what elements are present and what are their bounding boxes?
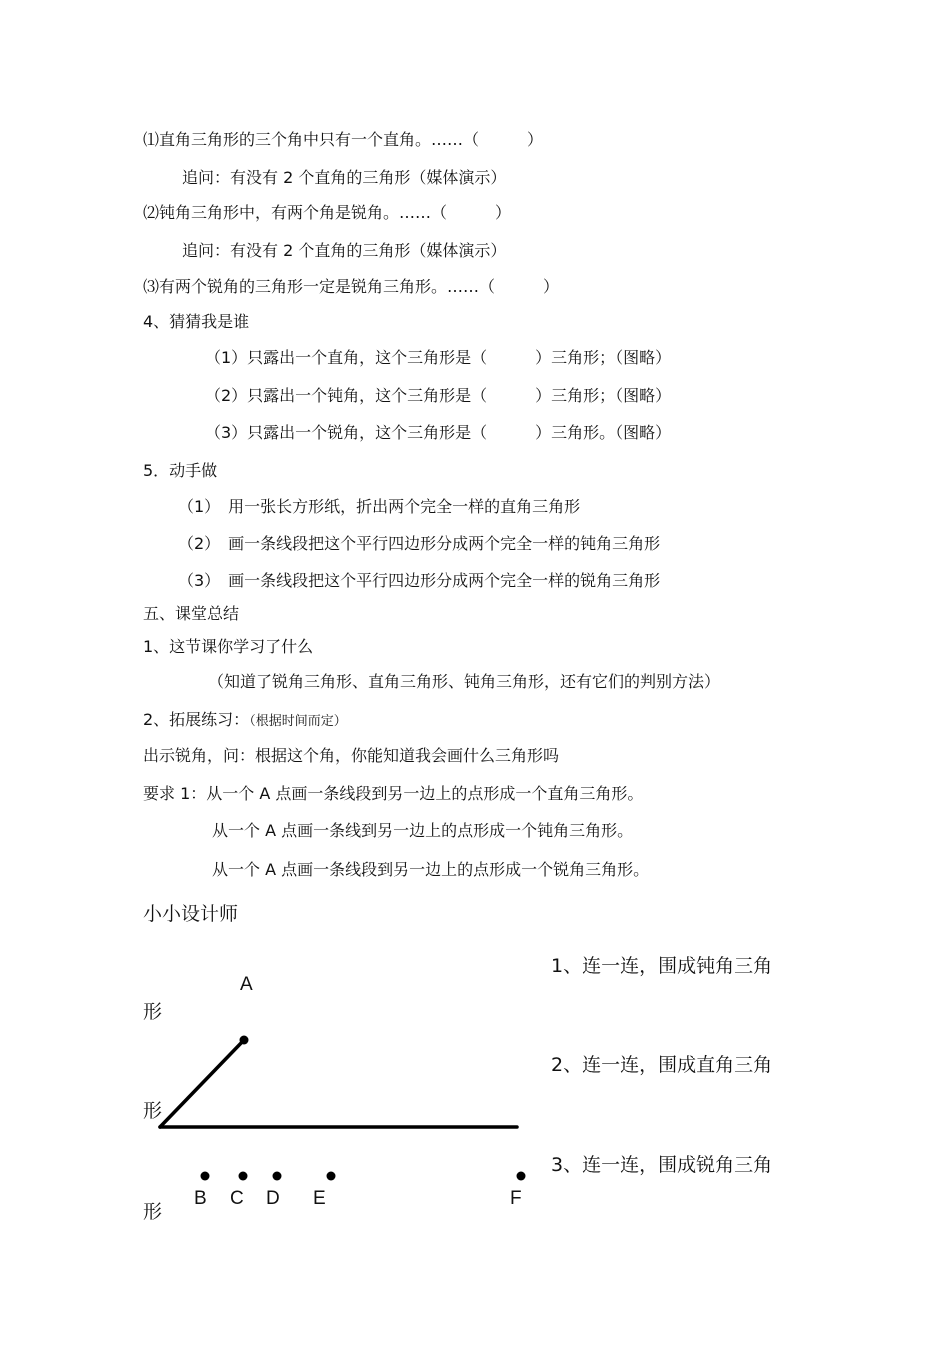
label-b: B xyxy=(194,1188,207,1209)
label-f: F xyxy=(510,1188,522,1209)
guess-title: 4、猜猜我是谁 xyxy=(143,312,250,331)
ray-to-a xyxy=(160,1040,244,1127)
judge-item-3: ⑶有两个锐角的三角形一定是锐角三角形。……（ ） xyxy=(143,277,560,296)
summary-title: 五、课堂总结 xyxy=(143,604,240,623)
guess-item-1: （1）只露出一个直角，这个三角形是（ ）三角形；（图略） xyxy=(205,348,672,367)
label-c: C xyxy=(230,1188,244,1209)
guess-item-2: （2）只露出一个钝角，这个三角形是（ ）三角形；（图略） xyxy=(205,386,672,405)
summary-answer-1: （知道了锐角三角形、直角三角形、钝角三角形，还有它们的判别方法） xyxy=(208,672,721,691)
requirement-2: 从一个 A 点画一条线到另一边上的点形成一个钝角三角形。 xyxy=(212,821,634,840)
label-a: A xyxy=(240,974,253,995)
question-2-label: 2、拓展练习： xyxy=(143,710,250,729)
designer-title: 小小设计师 xyxy=(143,903,239,925)
label-d: D xyxy=(266,1188,280,1209)
judge-item-2: ⑵钝角三角形中，有两个角是锐角。……（ ） xyxy=(143,203,512,222)
task-3-wrap: 形 xyxy=(143,1201,163,1223)
question-2-note: （根据时间而定） xyxy=(249,714,347,729)
point-d xyxy=(273,1172,282,1181)
task-2: 2、连一连，围成直角三角 xyxy=(551,1054,773,1076)
handson-item-2: （2） 画一条线段把这个平行四边形分成两个完全一样的钝角三角形 xyxy=(178,534,661,553)
label-e: E xyxy=(313,1188,326,1209)
handson-item-1: （1） 用一张长方形纸，折出两个完全一样的直角三角形 xyxy=(178,497,581,516)
handson-title: 5．动手做 xyxy=(143,461,218,480)
task-2-wrap: 形 xyxy=(143,1100,163,1122)
summary-question-1: 1、这节课你学习了什么 xyxy=(143,637,314,656)
handson-item-3: （3） 画一条线段把这个平行四边形分成两个完全一样的锐角三角形 xyxy=(178,571,661,590)
task-1: 1、连一连，围成钝角三角 xyxy=(551,955,773,977)
requirement-3: 从一个 A 点画一条线段到另一边上的点形成一个锐角三角形。 xyxy=(212,860,650,879)
task-3: 3、连一连，围成锐角三角 xyxy=(551,1154,773,1176)
point-c xyxy=(239,1172,248,1181)
requirement-1: 要求 1：从一个 A 点画一条线段到另一边上的点形成一个直角三角形。 xyxy=(143,784,644,803)
point-b xyxy=(201,1172,210,1181)
summary-intro: 出示锐角，问：根据这个角，你能知道我会画什么三角形吗 xyxy=(143,746,560,765)
judge-followup-2: 追问：有没有 2 个直角的三角形（媒体演示） xyxy=(182,241,507,260)
judge-followup-1: 追问：有没有 2 个直角的三角形（媒体演示） xyxy=(182,168,507,187)
point-e xyxy=(327,1172,336,1181)
point-f xyxy=(517,1172,526,1181)
guess-item-3: （3）只露出一个锐角，这个三角形是（ ）三角形。（图略） xyxy=(205,423,672,442)
point-a xyxy=(240,1036,249,1045)
judge-item-1: ⑴直角三角形的三个角中只有一个直角。……（ ） xyxy=(143,130,544,149)
task-1-wrap: 形 xyxy=(143,1001,163,1023)
